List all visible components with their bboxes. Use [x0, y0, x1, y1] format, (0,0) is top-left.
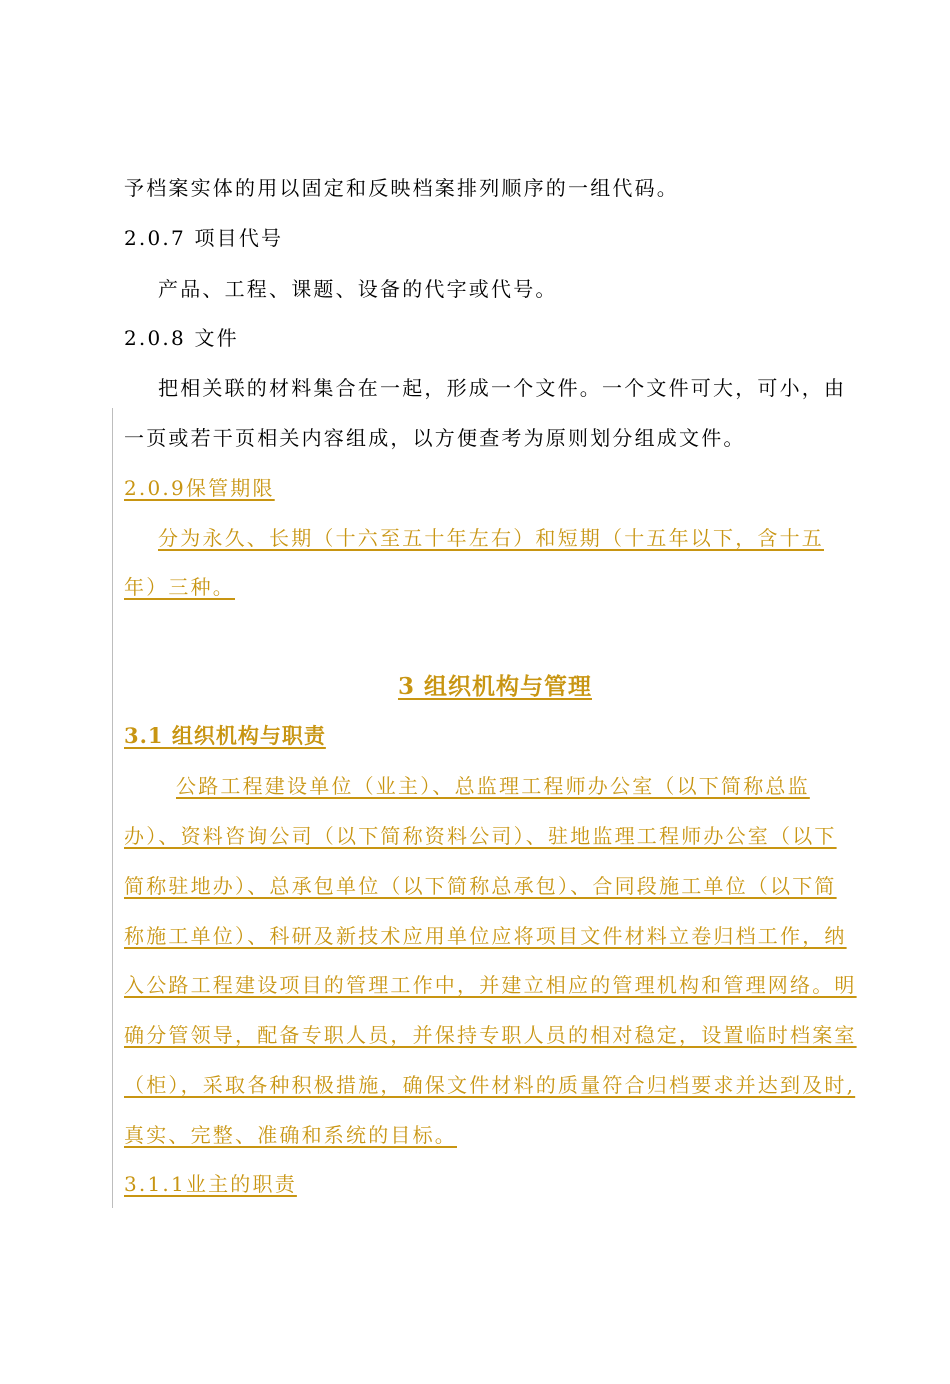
section-heading-3-1-1: 3.1.1业主的职责	[124, 1172, 297, 1196]
definition-text-2-0-6-continued: 予档案实体的用以固定和反映档案排列顺序的一组代码。	[124, 176, 679, 200]
paragraph-3-1-line-4: 称施工单位）、科研及新技术应用单位应将项目文件材料立卷归档工作，纳	[124, 924, 847, 948]
paragraph-3-1-line-2: 办）、资料咨询公司（以下简称资料公司）、驻地监理工程师办公室（以下	[124, 824, 837, 848]
paragraph-3-1-line-5: 入公路工程建设项目的管理工作中，并建立相应的管理机构和管理网络。明	[124, 973, 857, 997]
definition-text-2-0-8-line-2: 一页或若干页相关内容组成，以方便查考为原则划分组成文件。	[124, 426, 746, 450]
section-heading-2-0-9: 2.0.9保管期限	[124, 476, 275, 500]
definition-text-2-0-7: 产品、工程、课题、设备的代字或代号。	[158, 277, 558, 301]
definition-text-2-0-8-line-1: 把相关联的材料集合在一起，形成一个文件。一个文件可大，可小，由	[158, 376, 847, 400]
paragraph-3-1-line-7: （柜），采取各种积极措施，确保文件材料的质量符合归档要求并达到及时,	[124, 1073, 856, 1097]
section-heading-2-0-8: 2.0.8 文件	[124, 326, 239, 350]
definition-text-2-0-9-line-1: 分为永久、长期（十六至五十年左右）和短期（十五年以下，含十五	[158, 526, 824, 550]
paragraph-3-1-line-3: 简称驻地办）、总承包单位（以下简称总承包）、合同段施工单位（以下简	[124, 874, 837, 898]
revision-change-bar	[112, 408, 113, 1208]
paragraph-3-1-line-8: 真实、完整、准确和系统的目标。	[124, 1123, 457, 1147]
paragraph-3-1-line-6: 确分管领导，配备专职人员，并保持专职人员的相对稳定，设置临时档案室	[124, 1023, 857, 1047]
paragraph-3-1-line-1: 公路工程建设单位（业主）、总监理工程师办公室（以下简称总监	[176, 774, 810, 798]
chapter-heading-3: 3 组织机构与管理	[397, 673, 592, 700]
section-heading-2-0-7: 2.0.7 项目代号	[124, 226, 284, 250]
section-heading-3-1: 3.1 组织机构与职责	[124, 723, 326, 748]
definition-text-2-0-9-line-2: 年）三种。	[124, 575, 235, 599]
